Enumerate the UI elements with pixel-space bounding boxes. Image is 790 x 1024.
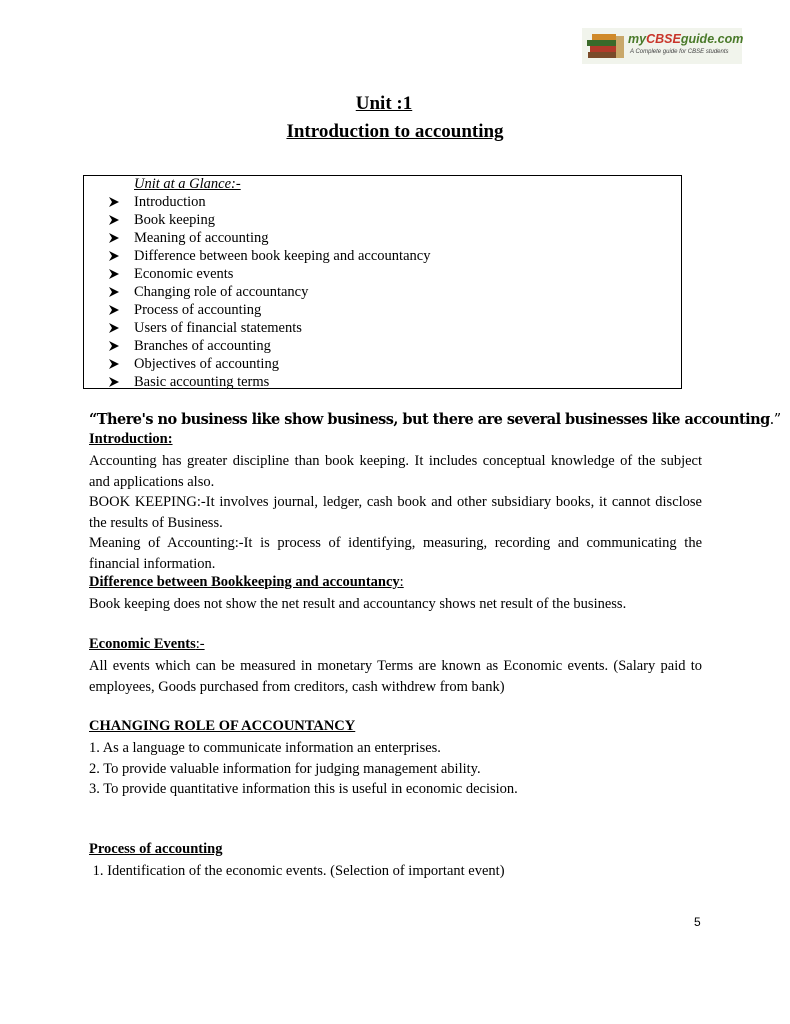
- glance-item-label: Changing role of accountancy: [134, 284, 309, 300]
- glance-list-item: [109, 247, 430, 265]
- logo-brand-prefix: my: [628, 32, 647, 46]
- glance-item-label: Branches of accounting: [134, 338, 271, 354]
- arrow-bullet-icon: [109, 269, 119, 279]
- glance-item-label: Economic events: [134, 266, 234, 282]
- arrow-bullet-icon: [109, 359, 119, 369]
- changing-role-heading: CHANGING ROLE OF ACCOUNTANCY: [89, 718, 356, 734]
- quote: [89, 411, 781, 428]
- difference-heading-text: Difference between Bookkeeping and accountancy: [89, 574, 400, 590]
- arrow-bullet-icon: [109, 251, 119, 261]
- economic-events-heading: [89, 636, 205, 653]
- arrow-bullet-icon: [109, 197, 119, 207]
- glance-item-label: Process of accounting: [134, 302, 262, 318]
- economic-events-heading-suffix: :-: [195, 636, 205, 652]
- logo-brand-suffix: guide.com: [680, 32, 744, 46]
- book-keeping-paragraph: BOOK KEEPING:-It involves journal, ledger, cash book and other subsidiary books, it cannot disclose the results of Business.: [89, 494, 702, 531]
- glance-item-label: Book keeping: [134, 212, 215, 228]
- logo-brand-text: [628, 32, 743, 46]
- process-of-accounting-heading: Process of accounting: [89, 841, 223, 857]
- changing-role-item: 2. To provide valuable information for judging management ability.: [89, 761, 481, 777]
- quote-text: “There's no business like show business, but there are several businesses like accounting: [89, 411, 770, 428]
- difference-heading: [89, 574, 404, 591]
- glance-list-item: [109, 211, 430, 229]
- arrow-bullet-icon: [109, 305, 119, 315]
- glance-item-label: Users of financial statements: [134, 320, 302, 336]
- glance-item-label: Difference between book keeping and accountancy: [134, 248, 431, 264]
- arrow-bullet-icon: [109, 215, 119, 225]
- logo-tagline: A Complete guide for CBSE students: [630, 49, 729, 55]
- introduction-heading: Introduction:: [89, 431, 173, 447]
- page-title: Introduction to accounting: [286, 121, 504, 142]
- mycbseguide-logo: [582, 28, 742, 64]
- process-item: 1. Identification of the economic events. (Selection of important event): [89, 863, 505, 879]
- glance-list-item: [109, 193, 430, 211]
- glance-list-item: [109, 355, 430, 373]
- glance-heading: Unit at a Glance:-: [134, 176, 241, 192]
- glance-list-item: [109, 301, 430, 319]
- glance-list-item: [109, 373, 430, 391]
- arrow-bullet-icon: [109, 323, 119, 333]
- economic-events-paragraph: All events which can be measured in monetary Terms are known as Economic events. (Salary paid to employees, Goods purchased from creditors, cash withdrew from bank): [89, 658, 702, 695]
- glance-list-item: [109, 229, 430, 247]
- glance-item-label: Basic accounting terms: [134, 374, 270, 390]
- changing-role-item: 3. To provide quantitative information this is useful in economic decision.: [89, 781, 518, 797]
- glance-list-item: [109, 283, 430, 301]
- arrow-bullet-icon: [109, 341, 119, 351]
- glance-item-label: Meaning of accounting: [134, 230, 269, 246]
- glance-item-label: Objectives of accounting: [134, 356, 279, 372]
- quote-end: .”: [769, 412, 781, 428]
- glance-item-label: Introduction: [134, 194, 206, 210]
- glance-list-item: [109, 265, 430, 283]
- arrow-bullet-icon: [109, 233, 119, 243]
- glance-list: [109, 193, 430, 391]
- arrow-bullet-icon: [109, 287, 119, 297]
- meaning-of-accounting-paragraph: Meaning of Accounting:-It is process of identifying, measuring, recording and communicating the financial information.: [89, 535, 702, 572]
- arrow-bullet-icon: [109, 377, 119, 387]
- page-number: 5: [694, 915, 701, 929]
- changing-role-item: 1. As a language to communicate information an enterprises.: [89, 740, 441, 756]
- difference-heading-colon: :: [399, 574, 404, 590]
- glance-list-item: [109, 319, 430, 337]
- difference-text: Book keeping does not show the net result and accountancy shows net result of the business.: [89, 596, 627, 612]
- introduction-paragraph: Accounting has greater discipline than book keeping. It includes conceptual knowledge of the subject and applications also.: [89, 453, 702, 490]
- logo-brand-cbse: CBSE: [646, 32, 681, 46]
- unit-title: Unit :1: [355, 93, 413, 114]
- glance-list-item: [109, 337, 430, 355]
- economic-events-heading-text: Economic Events: [89, 636, 196, 652]
